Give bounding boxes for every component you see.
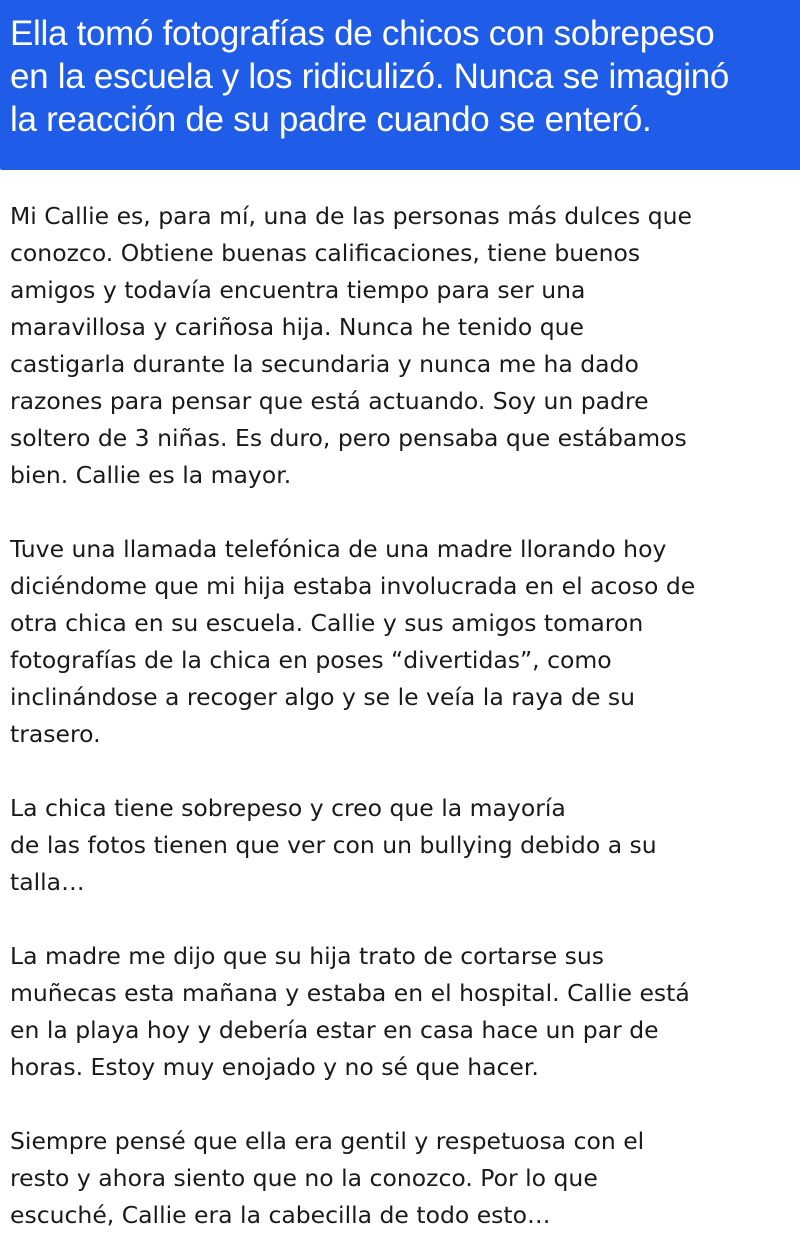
story-paragraph: Mi Callie es, para mí, una de las personas más dulces que conozco. Obtiene buenas calificaciones, tiene buenos amigos y todavía encuentra tiempo para ser una maravillosa y cariñosa hija. Nunca he tenido que castigarla durante la secundaria y nunca me ha dado razones para pensar que está actuando. Soy un padre soltero de 3 niñas. Es duro, pero pensaba que estábamos bien. Callie es la mayor. [10,202,692,489]
story-title: Ella tomó fotografías de chicos con sobrepeso en la escuela y los ridiculizó. Nunca se imaginó la reacción de su padre cuando se enteró. [10,14,730,139]
story-paragraph: La madre me dijo que su hija trato de cortarse sus muñecas esta mañana y estaba en el hospital. Callie está en la playa hoy y debería estar en casa hace un par de horas. Estoy muy enojado y no sé que hacer. [10,942,690,1081]
title-banner [0,0,800,170]
story-paragraph: Tuve una llamada telefónica de una madre llorando hoy diciéndome que mi hija estaba involucrada en el acoso de otra chica en su escuela. Callie y sus amigos tomaron fotografías de la chica en poses “divertidas”, como inclinándose a recoger algo y se le veía la raya de su trasero. [10,535,696,748]
story-body [10,198,795,1234]
story-paragraph: Siempre pensé que ella era gentil y respetuosa con el resto y ahora siento que no la conozco. Por lo que escuché, Callie era la cabecilla de todo esto… [10,1127,645,1229]
story-paragraph: La chica tiene sobrepeso y creo que la mayoría de las fotos tienen que ver con un bullying debido a su talla… [10,794,657,896]
